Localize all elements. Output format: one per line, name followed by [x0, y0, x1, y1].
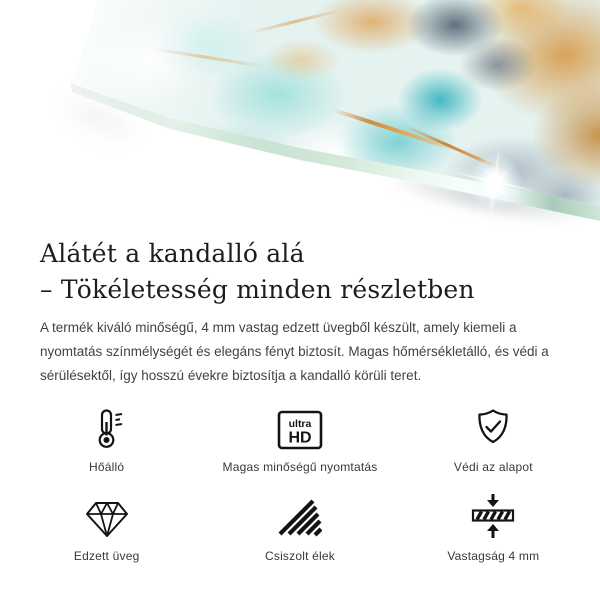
page-title-line1: Alátét a kandalló alá: [40, 239, 305, 268]
marble-vein: [149, 47, 268, 69]
page-title-line2: – Tökéletesség minden részletben: [40, 275, 475, 304]
beveled-edges-icon: [278, 495, 322, 539]
text-content: [0, 236, 600, 388]
feature-protects-base: [397, 404, 590, 475]
marble-vein: [249, 9, 342, 35]
product-image: [0, 0, 600, 234]
svg-text:ultra: ultra: [288, 418, 312, 430]
feature-label: Vastagság 4 mm: [447, 549, 540, 563]
marble-vein: [333, 108, 458, 152]
ultra-hd-icon: [277, 410, 323, 450]
feature-polished-edges: [203, 493, 396, 564]
product-description-text: A termék kiváló minőségű, 4 mm vastag edzett üvegből készült, amely kiemeli a nyomtatás színmélységét és elegáns fényt biztosít. Magas hőmérsékletálló, és védi a sérülésektől, így hosszú évekre biztosítja a kandalló körüli teret.: [40, 320, 549, 383]
feature-label: Csiszolt élek: [265, 549, 335, 563]
thermometer-icon: [87, 408, 127, 450]
feature-grid: [0, 404, 600, 564]
feature-thickness: [397, 493, 590, 564]
shield-check-icon: [473, 408, 513, 450]
svg-text:HD: HD: [288, 429, 312, 447]
feature-heat-resistant: [10, 404, 203, 475]
feature-hd-print: [203, 404, 396, 475]
thickness-4mm-icon: [470, 493, 516, 539]
diamond-icon: [85, 499, 129, 539]
page-title: [40, 236, 560, 308]
feature-tempered-glass: [10, 493, 203, 564]
feature-label: Edzett üveg: [73, 549, 140, 563]
feature-label: Védi az alapot: [453, 460, 533, 474]
feature-label: Hőálló: [89, 460, 125, 474]
feature-label: Magas minőségű nyomtatás: [222, 460, 378, 474]
